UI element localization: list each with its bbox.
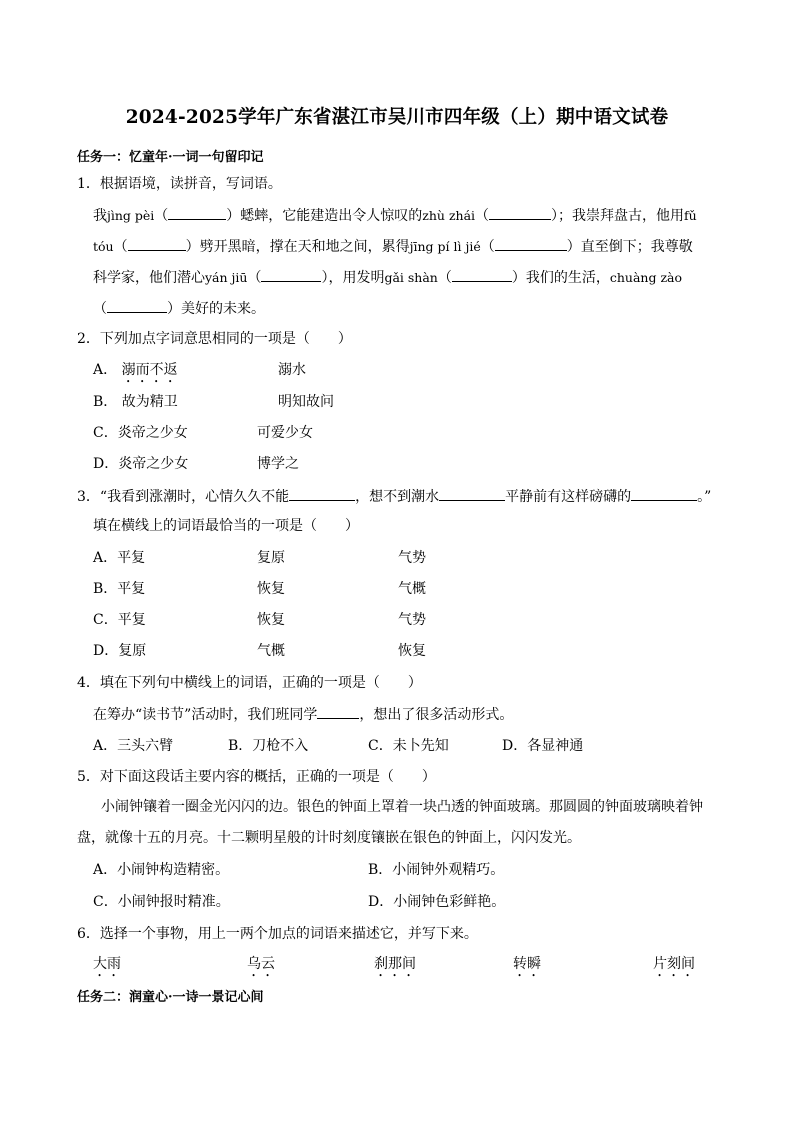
option-word: 复原 bbox=[257, 550, 285, 566]
option-word: 恢复 bbox=[257, 612, 285, 628]
option-word: 气概 bbox=[257, 643, 285, 659]
question-3-option-c[interactable]: C．平复 bbox=[93, 612, 146, 628]
word-choice: 大雨 bbox=[93, 956, 121, 972]
word-choice: 转瞬 bbox=[513, 956, 541, 972]
answer-blank[interactable] bbox=[495, 236, 567, 251]
question-3-subprompt: 填在横线上的词语最恰当的一项是（ ） bbox=[93, 518, 359, 534]
question-5-option-a[interactable]: A．小闹钟构造精密。 bbox=[93, 862, 230, 878]
answer-blank[interactable] bbox=[289, 486, 355, 501]
option-word: 恢复 bbox=[398, 643, 426, 659]
question-2-option-b[interactable]: B． 故为精卫 bbox=[93, 394, 178, 410]
question-2-option-a-compare: 溺水 bbox=[278, 362, 306, 378]
question-3-option-b[interactable]: B．平复 bbox=[93, 581, 146, 597]
answer-blank[interactable] bbox=[631, 486, 697, 501]
question-2-option-d-compare: 博学之 bbox=[257, 456, 299, 472]
question-6-stem: 6．选择一个事物，用上一两个加点的词语来描述它，并写下来。 bbox=[77, 926, 478, 942]
question-3-option-a[interactable]: A．平复 bbox=[93, 550, 146, 566]
option-word: 气势 bbox=[398, 612, 426, 628]
question-1-line-3: 科学家，他们潜心yán jiū（ ），用发明gǎi shàn（ ）我们的生活，chuàng zào bbox=[93, 267, 682, 288]
page-title: 2024-2025学年广东省湛江市吴川市四年级（上）期中语文试卷 bbox=[125, 107, 669, 128]
answer-blank[interactable] bbox=[168, 205, 226, 220]
answer-blank[interactable] bbox=[439, 486, 505, 501]
task-two-heading: 任务二：润童心·一诗一景记心间 bbox=[77, 990, 264, 1005]
question-4-option-a[interactable]: A．三头六臂 bbox=[93, 738, 174, 754]
question-5-passage: 小闹钟镶着一圈金光闪闪的边。银色的钟面上罩着一块凸透的钟面玻璃。那圆圆的钟面玻璃映着钟盘，就像十五的月亮。十二颗明星般的计时刻度镶嵌在银色的钟面上，闪闪发光。 bbox=[77, 799, 703, 846]
question-4-option-d[interactable]: D．各显神通 bbox=[502, 738, 584, 754]
question-4-option-c[interactable]: C．未卜先知 bbox=[368, 738, 449, 754]
question-3-stem: 3．“我看到涨潮时，心情久久不能 ，想不到潮水 平静前有这样磅礴的 。” bbox=[77, 486, 711, 507]
question-4-sentence: 在筹办“读书节”活动时，我们班同学 ，想出了很多活动形式。 bbox=[93, 704, 513, 725]
question-5-option-b[interactable]: B．小闹钟外观精巧。 bbox=[368, 862, 505, 878]
question-5-option-d[interactable]: D．小闹钟色彩鲜艳。 bbox=[368, 894, 506, 910]
question-2-stem: 2．下列加点字词意思相同的一项是（ ） bbox=[77, 331, 352, 347]
question-2-option-c[interactable]: C．炎帝之少女 bbox=[93, 425, 188, 441]
question-1-line-4: （ ）美好的未来。 bbox=[93, 298, 265, 319]
question-5-stem: 5．对下面这段话主要内容的概括，正确的一项是（ ） bbox=[77, 769, 436, 785]
question-1-line-1: 我jìng pèi（ ）蟋蟀，它能建造出令人惊叹的zhù zhái（ ）；我崇拜盘古，他用fǔ bbox=[93, 205, 697, 226]
question-5-option-c[interactable]: C．小闹钟报时精准。 bbox=[93, 894, 230, 910]
option-word: 气概 bbox=[398, 581, 426, 597]
word-choice: 片刻间 bbox=[653, 956, 695, 972]
answer-blank[interactable] bbox=[107, 298, 167, 313]
question-4-stem: 4．填在下列句中横线上的词语，正确的一项是（ ） bbox=[77, 675, 422, 691]
option-word: 气势 bbox=[398, 550, 426, 566]
question-1-line-2: tóu（ ）劈开黑暗，撑在天和地之间，累得jīng pí lì jié（ ）直至倒下；我尊敬 bbox=[93, 236, 693, 257]
answer-blank[interactable] bbox=[489, 205, 551, 220]
question-4-option-b[interactable]: B．刀枪不入 bbox=[228, 738, 309, 754]
question-2-option-b-compare: 明知故问 bbox=[278, 394, 334, 410]
answer-blank[interactable] bbox=[261, 267, 321, 282]
answer-blank[interactable] bbox=[128, 236, 186, 251]
question-3-option-d[interactable]: D．复原 bbox=[93, 643, 147, 659]
option-word: 恢复 bbox=[257, 581, 285, 597]
word-choice: 刹那间 bbox=[374, 956, 416, 972]
question-2-option-a[interactable]: A． 溺而不返 bbox=[93, 362, 178, 378]
answer-blank[interactable] bbox=[317, 704, 359, 719]
answer-blank[interactable] bbox=[452, 267, 512, 282]
question-2-option-c-compare: 可爱少女 bbox=[257, 425, 313, 441]
task-one-heading: 任务一：忆童年·一词一句留印记 bbox=[77, 150, 264, 165]
question-1-stem: 1．根据语境，读拼音，写词语。 bbox=[77, 176, 282, 192]
question-2-option-d[interactable]: D．炎帝之少女 bbox=[93, 456, 189, 472]
word-choice: 乌云 bbox=[247, 956, 275, 972]
